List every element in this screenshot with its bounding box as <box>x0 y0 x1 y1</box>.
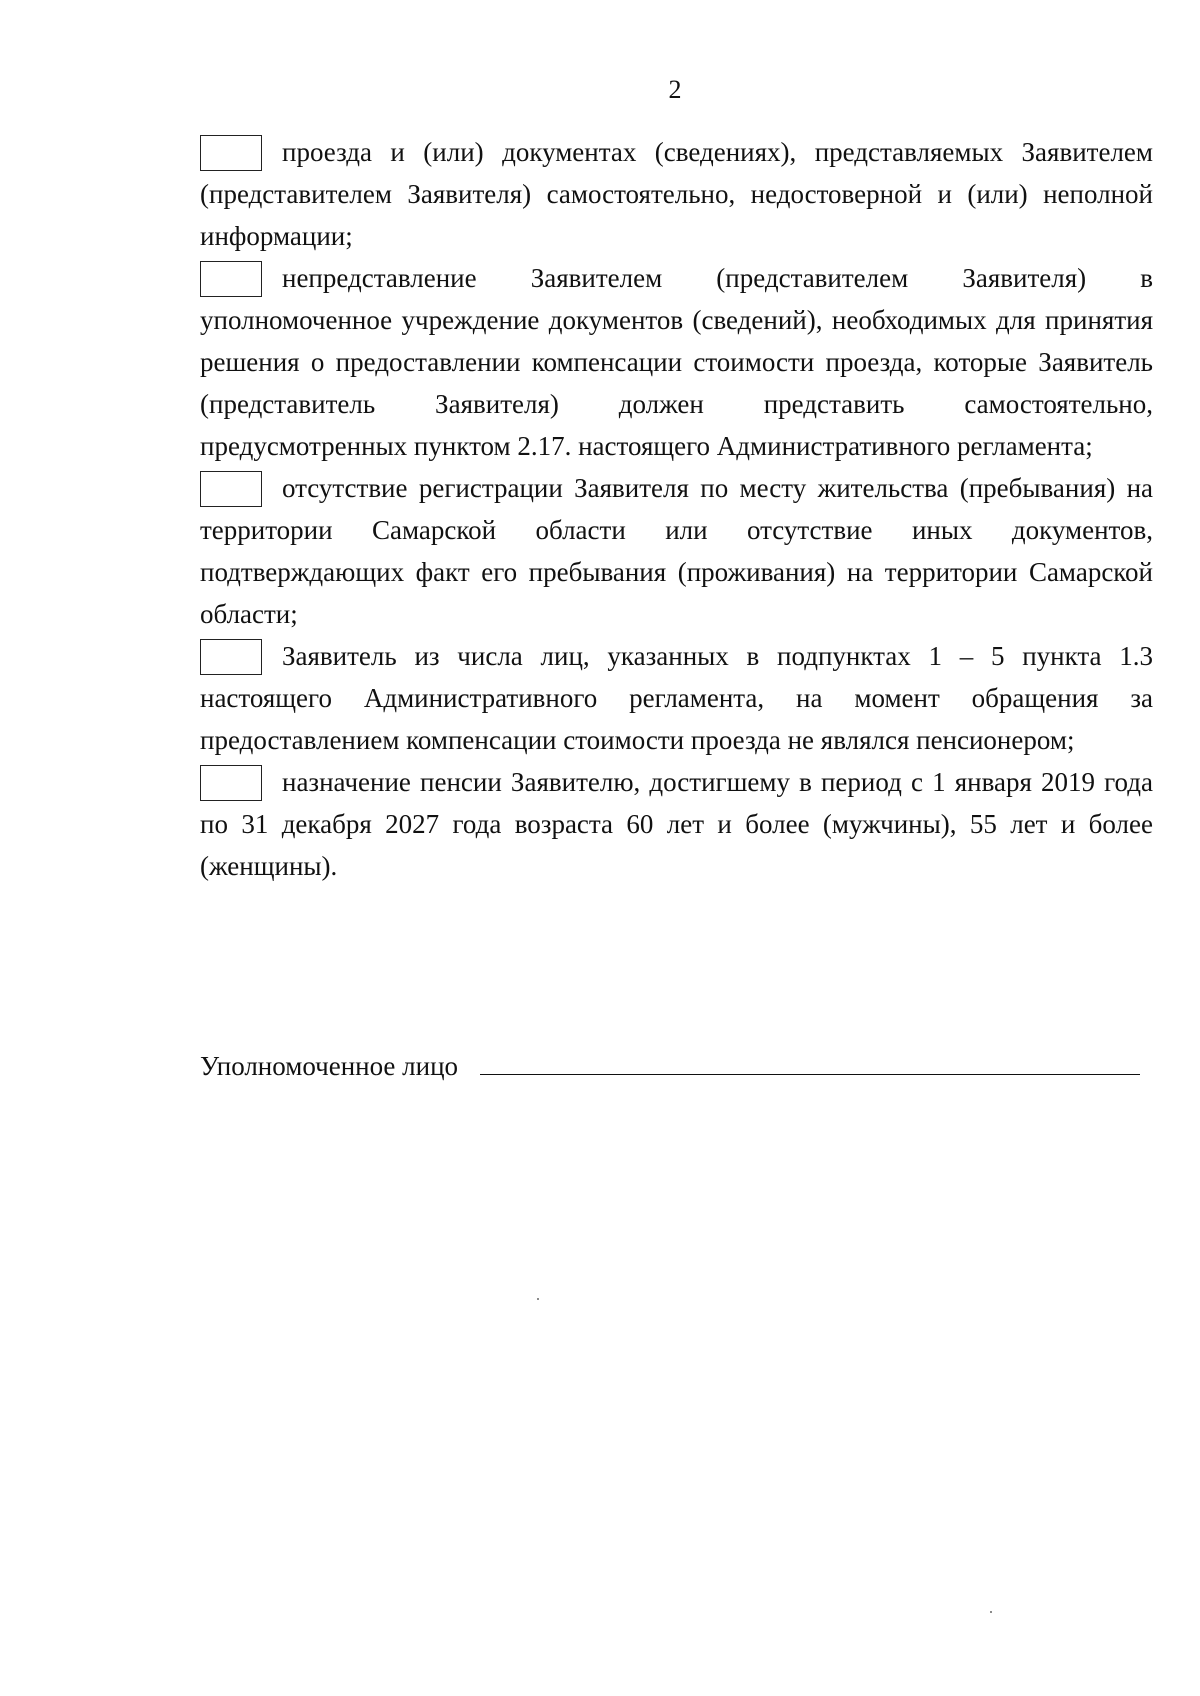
reasons-list <box>200 131 1153 887</box>
reason-4-text: Заявитель из числа лиц, указанных в подпунктах 1 – 5 пункта 1.3 настоящего Административного регламента, на момент обращения за предоставлением компенсации стоимости проезда не являлся пенсионером; <box>200 641 1153 755</box>
reason-5-text: назначение пенсии Заявителю, достигшему в период с 1 января 2019 года по 31 декабря 2027 года возраста 60 лет и более (мужчины), 55 лет и более (женщины). <box>200 767 1153 881</box>
reason-3-text: отсутствие регистрации Заявителя по месту жительства (пребывания) на территории Самарской области или отсутствие иных документов, подтверждающих факт его пребывания (проживания) на территории Самарской области; <box>200 473 1153 629</box>
signature-line[interactable] <box>480 1074 1140 1075</box>
reason-item-4 <box>200 635 1153 761</box>
reason-item-1 <box>200 131 1153 257</box>
scan-speck <box>990 1611 992 1613</box>
reason-5-checkbox[interactable] <box>200 765 262 801</box>
reason-3-checkbox[interactable] <box>200 471 262 507</box>
signature-label: Уполномоченное лицо <box>200 1051 459 1081</box>
reason-1-checkbox[interactable] <box>200 135 262 171</box>
page-number: 2 <box>668 75 682 104</box>
reason-2-checkbox[interactable] <box>200 261 262 297</box>
reason-4-checkbox[interactable] <box>200 639 262 675</box>
reason-item-3 <box>200 467 1153 635</box>
reason-2-text: непредставление Заявителем (представителем Заявителя) в уполномоченное учреждение документов (сведений), необходимых для принятия решения о предоставлении компенсации стоимости проезда, которые Заявитель (представитель Заявителя) должен представить самостоятельно, предусмотренных пунктом 2.17. настоящего Административного регламента; <box>200 263 1153 461</box>
scan-speck <box>537 1298 539 1300</box>
reason-1-text: проезда и (или) документах (сведениях), представляемых Заявителем (представителем Заявителя) самостоятельно, недостоверной и (или) неполной информации; <box>200 137 1153 251</box>
reason-item-2 <box>200 257 1153 467</box>
reason-item-5 <box>200 761 1153 887</box>
